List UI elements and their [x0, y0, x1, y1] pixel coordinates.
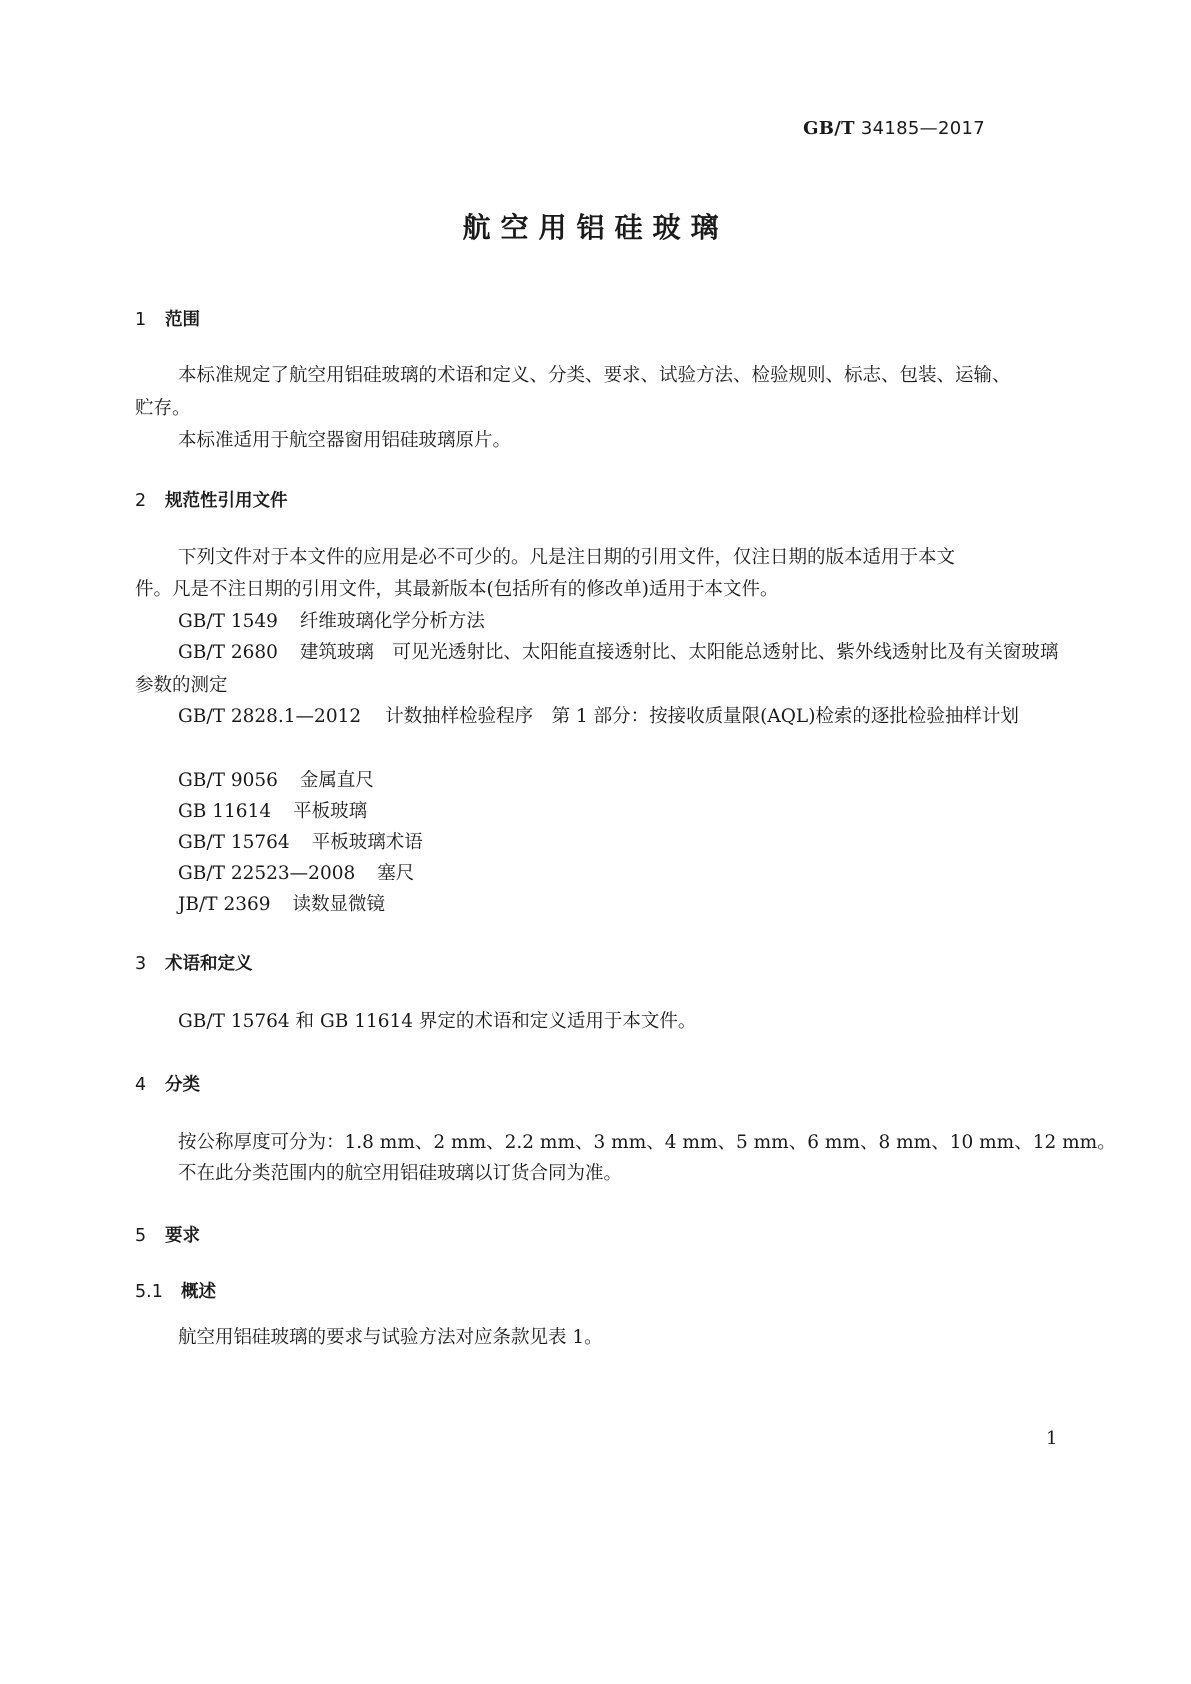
classification-paragraph-1: 按公称厚度可分为：1.8 mm、2 mm、2.2 mm、3 mm、4 mm、5 mm、6 mm、8 mm、10 mm、12 mm。	[178, 1132, 1116, 1153]
reference-item	[135, 700, 1065, 733]
section-5-heading	[135, 1222, 200, 1247]
section-3-heading	[135, 950, 253, 975]
section-number: 4	[135, 1075, 147, 1095]
reference-item	[135, 857, 1065, 890]
standard-prefix: GB/T	[803, 118, 855, 139]
standard-code	[803, 118, 985, 139]
section-title: 概述	[181, 1282, 216, 1302]
scope-paragraph-1-line-1: 本标准规定了航空用铝硅玻璃的术语和定义、分类、要求、试验方法、检验规则、标志、包装、运输、	[178, 365, 1011, 386]
document-title: 航空用铝硅玻璃	[462, 211, 729, 244]
references-intro-line-1: 下列文件对于本文件的应用是必不可少的。凡是注日期的引用文件，仅注日期的版本适用于本文	[178, 547, 956, 568]
reference-title: 平板玻璃	[293, 801, 368, 822]
section-number: 2	[135, 491, 147, 511]
reference-code: GB/T 15764	[178, 832, 290, 853]
section-title: 要求	[165, 1226, 200, 1246]
section-number: 1	[135, 310, 147, 330]
section-number: 3	[135, 954, 147, 974]
scope-paragraph-2: 本标准适用于航空器窗用铝硅玻璃原片。	[178, 430, 512, 451]
reference-code: JB/T 2369	[178, 894, 271, 915]
reference-code: GB/T 9056	[178, 770, 278, 791]
classification-paragraph-2: 不在此分类范围内的航空用铝硅玻璃以订货合同为准。	[178, 1163, 623, 1184]
section-2-heading	[135, 487, 288, 512]
section-5-1-heading	[135, 1278, 216, 1303]
reference-code: GB/T 1549	[178, 611, 278, 632]
reference-item	[135, 764, 1065, 797]
section-title: 术语和定义	[165, 954, 253, 974]
reference-code: GB/T 2680	[178, 642, 278, 663]
standard-number: 34185—2017	[860, 118, 985, 139]
reference-title: 平板玻璃术语	[311, 832, 423, 853]
reference-title: 金属直尺	[299, 770, 374, 791]
terms-paragraph: GB/T 15764 和 GB 11614 界定的术语和定义适用于本文件。	[178, 1011, 697, 1032]
reference-item	[135, 795, 1065, 828]
section-1-heading	[135, 306, 200, 331]
reference-code: GB/T 22523—2008	[178, 863, 356, 884]
reference-title: 纤维玻璃化学分析方法	[299, 611, 485, 632]
section-title: 分类	[165, 1075, 200, 1095]
reference-item	[135, 636, 1065, 702]
section-number: 5.1	[135, 1282, 163, 1302]
reference-title: 塞尺	[377, 863, 415, 884]
reference-item	[135, 605, 1065, 638]
section-4-heading	[135, 1071, 200, 1096]
reference-item	[135, 888, 1065, 921]
reference-item	[135, 826, 1065, 859]
reference-title: 计数抽样检验程序 第 1 部分：按接收质量限(AQL)检索的逐批检验抽样计划	[385, 706, 1019, 727]
scope-paragraph-1-line-2: 贮存。	[135, 398, 191, 419]
reference-title: 建筑玻璃 可见光透射比、太阳能直接透射比、太阳能总透射比、紫外线透射比及有关窗玻璃参数的测定	[135, 642, 1059, 696]
reference-code: GB/T 2828.1—2012	[178, 706, 362, 727]
references-intro-line-2: 件。凡是不注日期的引用文件，其最新版本(包括所有的修改单)适用于本文件。	[135, 579, 779, 600]
page-number: 1	[1046, 1428, 1058, 1449]
section-number: 5	[135, 1226, 147, 1246]
overview-paragraph: 航空用铝硅玻璃的要求与试验方法对应条款见表 1。	[178, 1327, 603, 1348]
reference-title: 读数显微镜	[292, 894, 386, 915]
section-title: 范围	[165, 310, 200, 330]
reference-code: GB 11614	[178, 801, 272, 822]
section-title: 规范性引用文件	[165, 491, 288, 511]
